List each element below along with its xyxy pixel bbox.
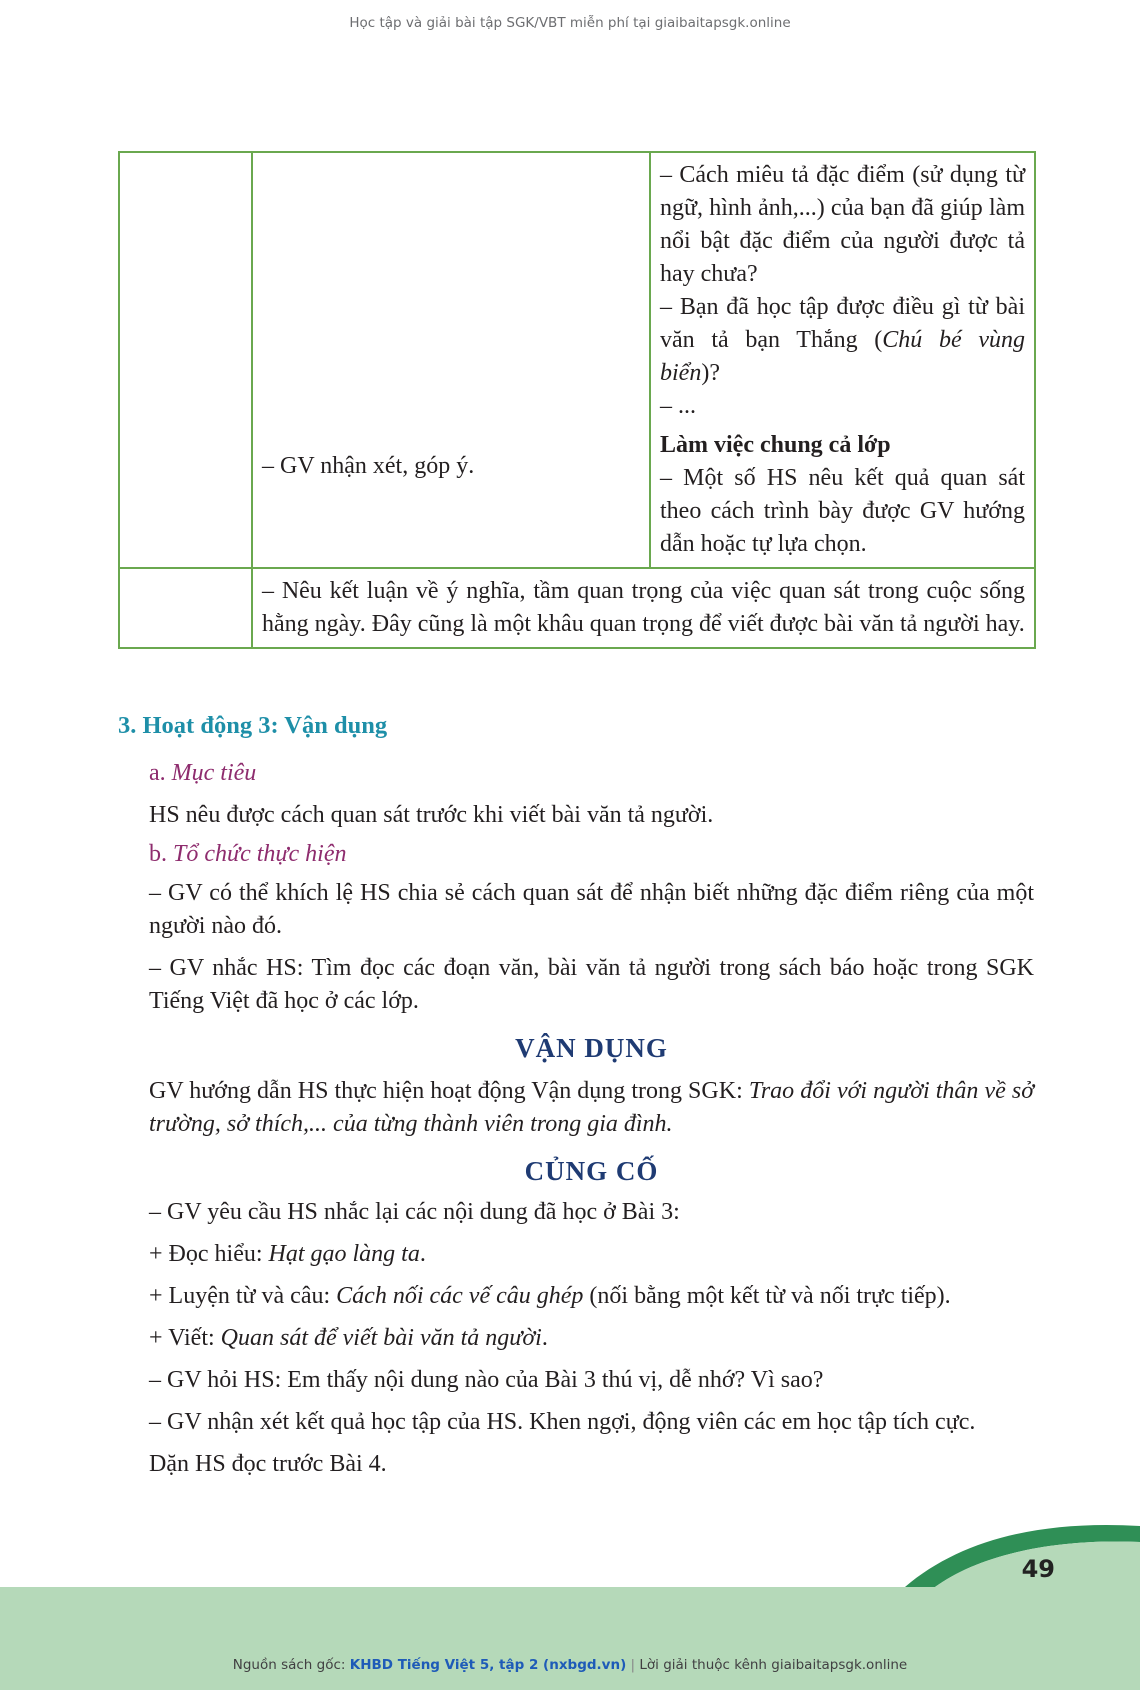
review-item: + Viết: Quan sát để viết bài văn tả người.: [149, 1325, 548, 1351]
source-book-link[interactable]: KHBD Tiếng Việt 5, tập 2 (nxbgd.vn): [349, 1657, 627, 1673]
table-cell-student: [650, 152, 1035, 568]
table-cell-empty: [119, 568, 252, 648]
objective-text: HS nêu được cách quan sát trước khi viết bài văn tả người.: [149, 802, 714, 828]
ellipsis-item: – ...: [660, 393, 696, 419]
site-header-note: Học tập và giải bài tập SGK/VBT miễn phí tại giaibaitapsgk.online: [349, 15, 791, 31]
review-item: – GV hỏi HS: Em thấy nội dung nào của Bài 3 thú vị, dễ nhớ? Vì sao?: [149, 1367, 824, 1393]
van-dung-text: GV hướng dẫn HS thực hiện hoạt động Vận dụng trong SGK: Trao đổi với người thân về sở trường, sở thích,... của từng thành viên trong gia đình.: [149, 1078, 1034, 1137]
activity-3-heading: 3. Hoạt động 3: Vận dụng: [118, 712, 388, 739]
main-content: [149, 757, 1034, 1481]
teacher-feedback-text: – GV nhận xét, góp ý.: [262, 453, 475, 479]
footer-band: [0, 1587, 1140, 1690]
subheading-implementation: b. Tổ chức thực hiện: [149, 841, 347, 867]
table-row: [119, 152, 1035, 568]
review-item: Dặn HS đọc trước Bài 4.: [149, 1451, 387, 1477]
review-item: + Đọc hiểu: Hạt gạo làng ta.: [149, 1241, 426, 1267]
implementation-paragraph-2: – GV nhắc HS: Tìm đọc các đoạn văn, bài văn tả người trong sách báo hoặc trong SGK Tiếng Việt đã học ở các lớp.: [149, 955, 1034, 1014]
review-item: + Luyện từ và câu: Cách nối các vế câu ghép (nối bằng một kết từ và nối trực tiếp).: [149, 1283, 951, 1309]
van-dung-title: VẬN DỤNG: [515, 1033, 668, 1063]
table-cell-teacher: [252, 152, 650, 568]
group-work-text: – Một số HS nêu kết quả quan sát theo cách trình bày được GV hướng dẫn hoặc tự lựa chọn.: [660, 465, 1025, 557]
review-item: – GV nhận xét kết quả học tập của HS. Khen ngợi, động viên các em học tập tích cực.: [149, 1409, 976, 1435]
group-work-heading: Làm việc chung cả lớp: [660, 432, 891, 458]
question-2: – Bạn đã học tập được điều gì từ bài văn tả bạn Thắng (Chú bé vùng biển)?: [660, 294, 1026, 386]
question-1: – Cách miêu tả đặc điểm (sử dụng từ ngữ, hình ảnh,...) của bạn đã giúp làm nổi bật đặc điểm của người được tả hay chưa?: [660, 162, 1025, 287]
table-cell-empty: [119, 152, 252, 568]
conclusion-text: – Nêu kết luận về ý nghĩa, tầm quan trọng của việc quan sát trong cuộc sống hằng ngày. Đây cũng là một khâu quan trọng để viết được bài văn tả người hay.: [262, 578, 1025, 637]
page-number: 49: [1021, 1555, 1055, 1583]
review-item: – GV yêu cầu HS nhắc lại các nội dung đã học ở Bài 3:: [149, 1199, 680, 1225]
source-footer: Nguồn sách gốc: KHBD Tiếng Việt 5, tập 2 (nxbgd.vn) | Lời giải thuộc kênh giaibaitapsgk.online: [232, 1657, 908, 1673]
implementation-paragraph-1: – GV có thể khích lệ HS chia sẻ cách quan sát để nhận biết những đặc điểm riêng của một người nào đó.: [149, 880, 1034, 939]
cung-co-title: CỦNG CỐ: [524, 1156, 659, 1186]
conclusion-cell: [252, 568, 1035, 648]
lesson-table: [118, 151, 1036, 649]
table-row: [119, 568, 1035, 648]
subheading-objective: a. Mục tiêu: [149, 760, 257, 786]
